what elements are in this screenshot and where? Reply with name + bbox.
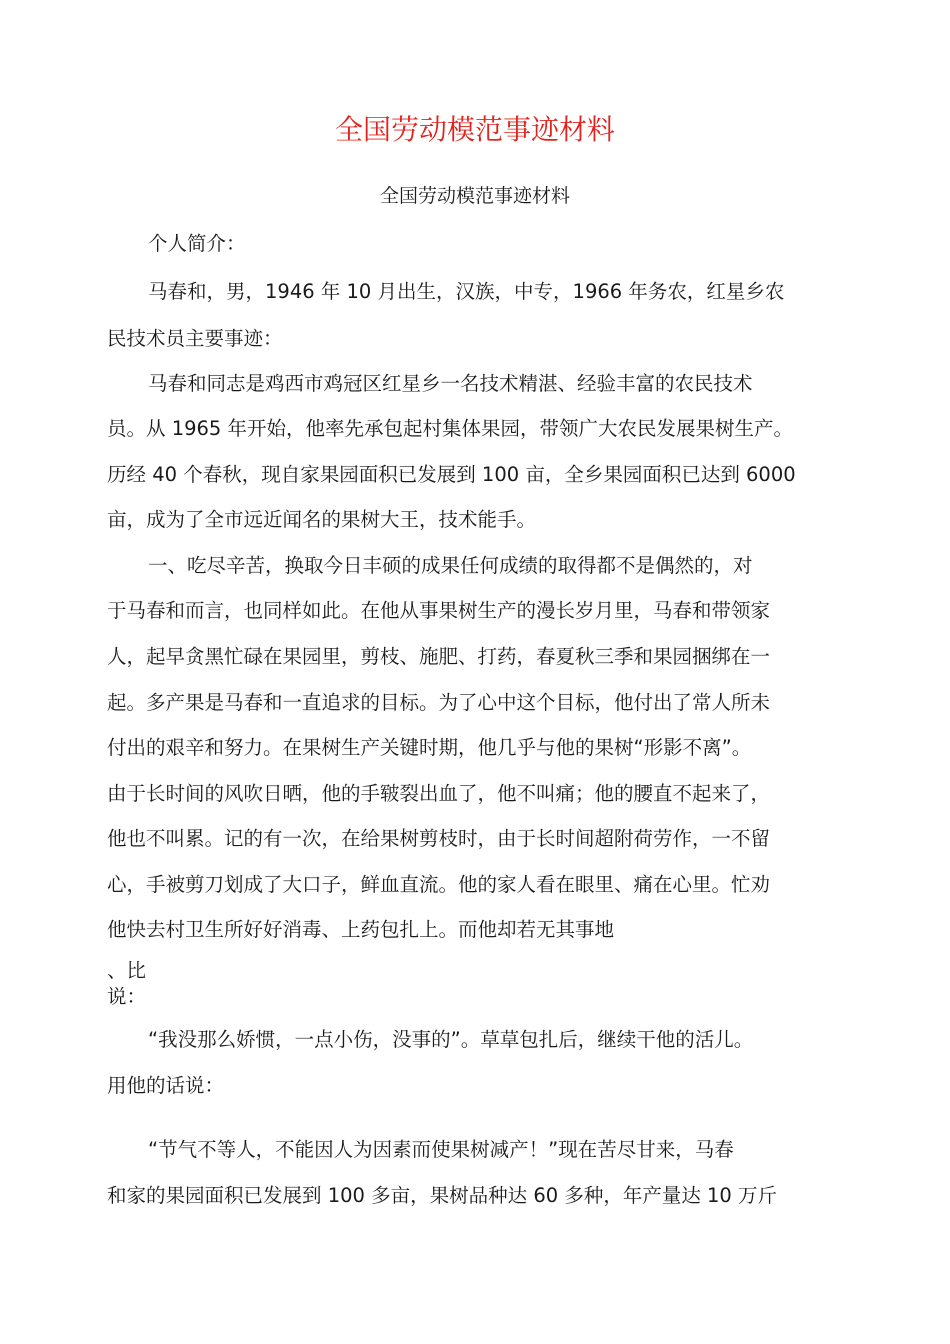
text-line: 由于长时间的风吹日晒，他的手皲裂出血了，他不叫痛；他的腰直不起来了， bbox=[107, 782, 771, 805]
text-line: 马春和同志是鸡西市鸡冠区红星乡一名技术精湛、经验丰富的农民技术 bbox=[148, 372, 753, 395]
text-line: 亩，成为了全市远近闻名的果树大王，技术能手。 bbox=[107, 508, 537, 531]
text-line: 个人简介： bbox=[148, 232, 246, 255]
text-line: 历经 40 个春秋，现自家果园面积已发展到 100 亩，全乡果园面积已达到 6000 bbox=[107, 463, 796, 486]
document-subtitle: 全国劳动模范事迹材料 bbox=[379, 185, 570, 207]
text-line: 起。多产果是马春和一直追求的目标。为了心中这个目标，他付出了常人所未 bbox=[107, 691, 771, 714]
text-line: 用他的话说： bbox=[107, 1074, 225, 1097]
text-line: 民技术员主要事迹： bbox=[107, 327, 283, 350]
text-line: “节气不等人，不能因人为因素而使果树减产！”现在苦尽甘来，马春 bbox=[148, 1138, 734, 1161]
text-line: “我没那么娇惯，一点小伤，没事的”。草草包扎后，继续干他的活儿。 bbox=[148, 1028, 754, 1051]
text-line: 心，手被剪刀划成了大口子，鲜血直流。他的家人看在眼里、痛在心里。忙劝 bbox=[107, 873, 771, 896]
text-line: 马春和，男，1946 年 10 月出生，汉族，中专，1966 年务农，红星乡农 bbox=[148, 280, 785, 303]
text-line: 人，起早贪黑忙碌在果园里，剪枝、施肥、打药，春夏秋三季和果园捆绑在一 bbox=[107, 645, 771, 668]
text-line: 于马春和而言，也同样如此。在他从事果树生产的漫长岁月里，马春和带领家 bbox=[107, 599, 771, 622]
text-line: 、比 bbox=[107, 959, 147, 982]
text-line: 说： bbox=[107, 985, 147, 1008]
document-title: 全国劳动模范事迹材料 bbox=[334, 113, 615, 146]
text-line: 他快去村卫生所好好消毒、上药包扎上。而他却若无其事地 bbox=[107, 918, 615, 941]
text-line: 员。从 1965 年开始，他率先承包起村集体果园，带领广大农民发展果树生产。 bbox=[107, 417, 794, 440]
text-line: 付出的艰辛和努力。在果树生产关键时期，他几乎与他的果树“形影不离”。 bbox=[107, 736, 752, 759]
text-line: 他也不叫累。记的有一次，在给果树剪枝时，由于长时间超附荷劳作，一不留 bbox=[107, 827, 771, 850]
text-line: 一、吃尽辛苦，换取今日丰硕的成果任何成绩的取得都不是偶然的，对 bbox=[148, 554, 753, 577]
text-line: 和家的果园面积已发展到 100 多亩，果树品种达 60 多种，年产量达 10 万斤 bbox=[107, 1184, 778, 1207]
